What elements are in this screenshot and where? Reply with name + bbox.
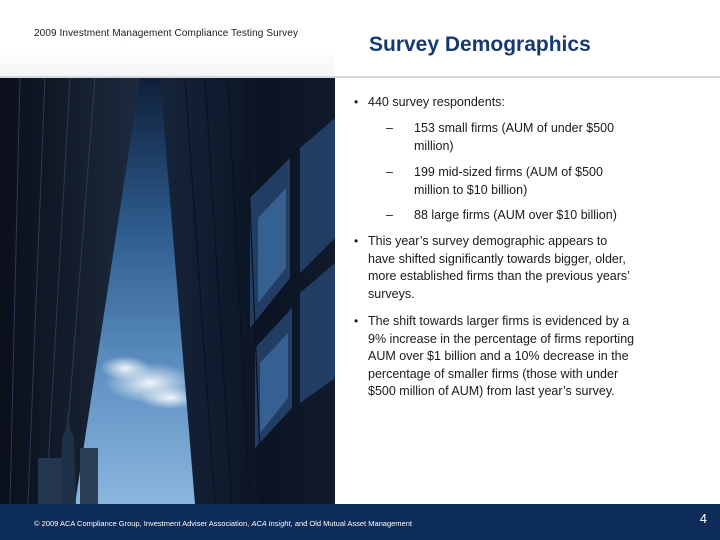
sub-bullet-mid-firms [386,164,603,199]
bullet-demographic-shift [354,233,630,303]
dash-marker: – [386,208,393,222]
copyright-suffix: and Old Mutual Asset Management [292,519,412,528]
bullet-line: $500 million of AUM) from last year’s survey. [368,384,615,398]
skyscraper-photo [0,78,335,504]
dash-marker: – [386,121,393,135]
content-panel [336,78,720,504]
bullet-larger-firms-evidence [354,313,635,401]
slide-footer [0,504,720,540]
sub-bullet-line: 199 mid-sized firms (AUM of $500 [414,165,603,179]
bullet-line: AUM over $1 billion and a 10% decrease in the [368,349,629,363]
bullet-marker: • [354,234,359,248]
sub-bullet-line: 88 large firms (AUM over $10 billion) [414,208,617,222]
bullet-line: The shift towards larger firms is evidenced by a [368,314,630,328]
copyright-publication: ACA Insight, [251,519,293,528]
copyright-notice [34,519,412,528]
bullet-line: more established firms than the previous years’ [368,269,630,283]
survey-name: 2009 Investment Management Compliance Testing Survey [34,28,299,39]
bullet-respondents [354,94,505,112]
sub-bullet-line: million) [414,138,454,153]
bullet-line: have shifted significantly towards bigger, older, [368,251,626,266]
dash-marker: – [386,165,393,179]
bullet-line: This year’s survey demographic appears to [368,234,608,248]
bullet-line: surveys. [368,286,415,301]
bullet-text: 440 survey respondents: [368,95,505,109]
sub-bullet-small-firms [386,120,615,155]
sub-bullet-line: million to $10 billion) [414,182,528,197]
bullet-marker: • [354,95,359,109]
bullet-marker: • [354,314,359,328]
sub-bullet-line: 153 small firms (AUM of under $500 [414,121,615,135]
bullet-line: percentage of smaller firms (those with under [368,366,619,381]
slide-title: Survey Demographics [369,33,591,56]
sub-bullet-large-firms [386,207,617,225]
bullet-line: 9% increase in the percentage of firms reporting [368,331,635,346]
copyright-prefix: © 2009 ACA Compliance Group, Investment Adviser Association, [34,519,252,528]
slide-header [0,0,720,76]
page-number: 4 [699,511,707,526]
